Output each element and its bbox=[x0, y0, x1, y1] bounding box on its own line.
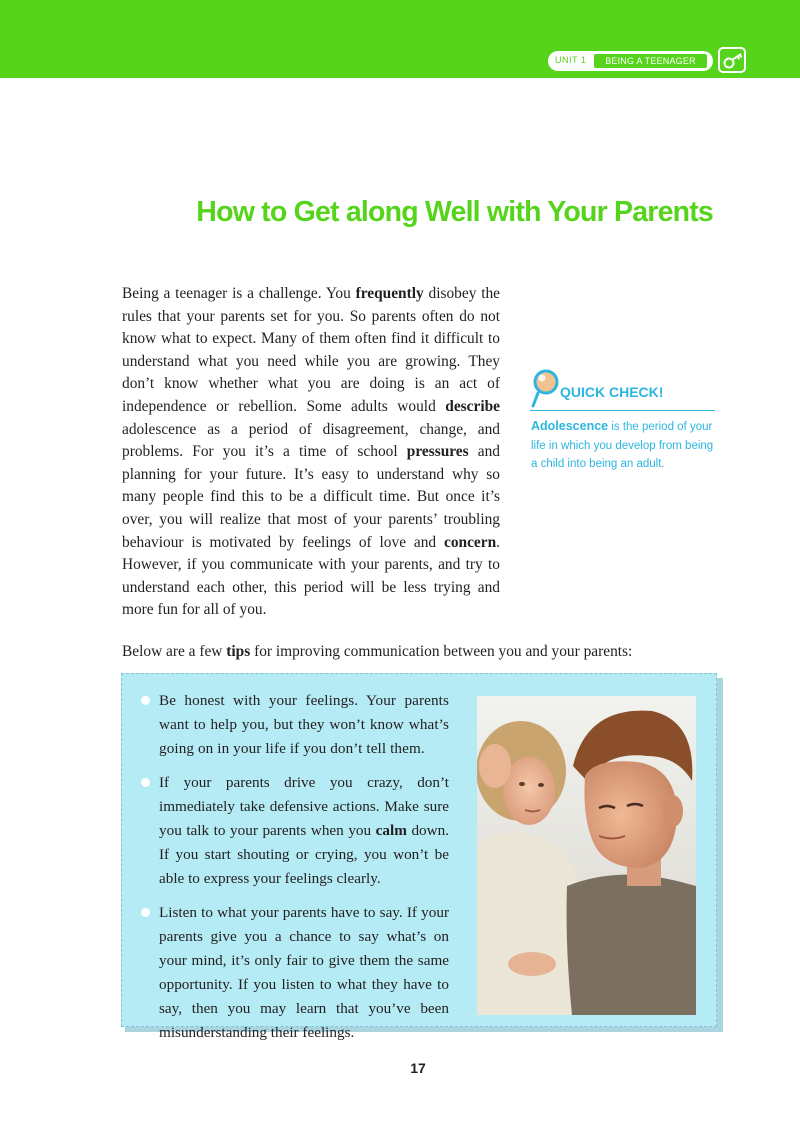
page-title: How to Get along Well with Your Parents bbox=[196, 196, 713, 228]
tip-text: Be honest with your feelings. Your parents want to help you, but they won’t know what’s going on in your life if you don’t tell them. bbox=[159, 692, 449, 757]
intro-text: and planning for your future. It’s easy to understand why so many people find this to be a difficult time. But once it’s over, you will realize that most of your parents’ troubling behaviour is motivated by feelings of love and bbox=[122, 443, 500, 551]
tip-text: If your parents drive you crazy, don’t immediately take defensive actions. Make sure you talk to your parents when you bbox=[159, 774, 449, 839]
tips-intro-text: for improving communication between you and your parents: bbox=[250, 643, 633, 660]
keyword-frequently: frequently bbox=[355, 285, 424, 302]
intro-text: disobey the rules that your parents set for you. So parents often do not know what to expect. Many of them often find it difficult to understand what you need while you are growing. They don’t know whether what you are doing is an act of independence or rebellion. Some adults would bbox=[122, 285, 500, 415]
unit-name: BEING A TEENAGER bbox=[594, 54, 707, 68]
tip-item bbox=[141, 901, 449, 1045]
bullet-icon bbox=[141, 696, 150, 705]
keyword-pressures: pressures bbox=[406, 443, 469, 461]
quick-check-divider bbox=[530, 410, 715, 411]
quick-check-definition-text: is the period of your life in which you develop from being a child into being an adult. bbox=[531, 421, 714, 470]
keyword-calm: calm bbox=[375, 822, 407, 839]
keyword-describe: describe bbox=[445, 397, 500, 415]
tip-item bbox=[141, 771, 449, 891]
quick-check-definition bbox=[531, 417, 717, 474]
keyword-tips: tips bbox=[226, 643, 251, 660]
bullet-icon bbox=[141, 908, 150, 917]
magnifier-icon bbox=[530, 369, 560, 414]
intro-text: Being a teenager is a challenge. You bbox=[122, 285, 356, 302]
tip-text: down. If you start shouting or crying, you won’t be able to express your feelings clearly. bbox=[159, 822, 449, 887]
tips-intro-text: Below are a few bbox=[122, 643, 227, 660]
intro-text: . However, if you communicate with your parents, and try to understand each other, this period will be less trying and more fun for all of you. bbox=[122, 533, 500, 619]
tip-item bbox=[141, 689, 449, 761]
quick-check-title: QUICK CHECK! bbox=[560, 384, 664, 400]
bullet-icon bbox=[141, 778, 150, 787]
tips-intro bbox=[122, 642, 632, 662]
intro-paragraph bbox=[122, 283, 500, 622]
page-number: 17 bbox=[410, 1060, 426, 1076]
unit-label: UNIT 1 bbox=[555, 55, 587, 65]
key-icon bbox=[718, 47, 746, 73]
parent-teen-photo bbox=[477, 696, 696, 1015]
tip-text: Listen to what your parents have to say. If your parents give you a chance to say what’s on your mind, it’s only fair to give them the same opportunity. If you listen to what they have to say, then you may learn that you’ve been misunderstanding their feelings. bbox=[159, 904, 449, 1041]
intro-text: adolescence as a period of disagreement, change, and problems. For you it’s a time of school bbox=[122, 420, 500, 461]
quick-check-term: Adolescence bbox=[531, 419, 609, 433]
tips-list bbox=[141, 689, 449, 1055]
keyword-concern: concern bbox=[444, 533, 497, 551]
